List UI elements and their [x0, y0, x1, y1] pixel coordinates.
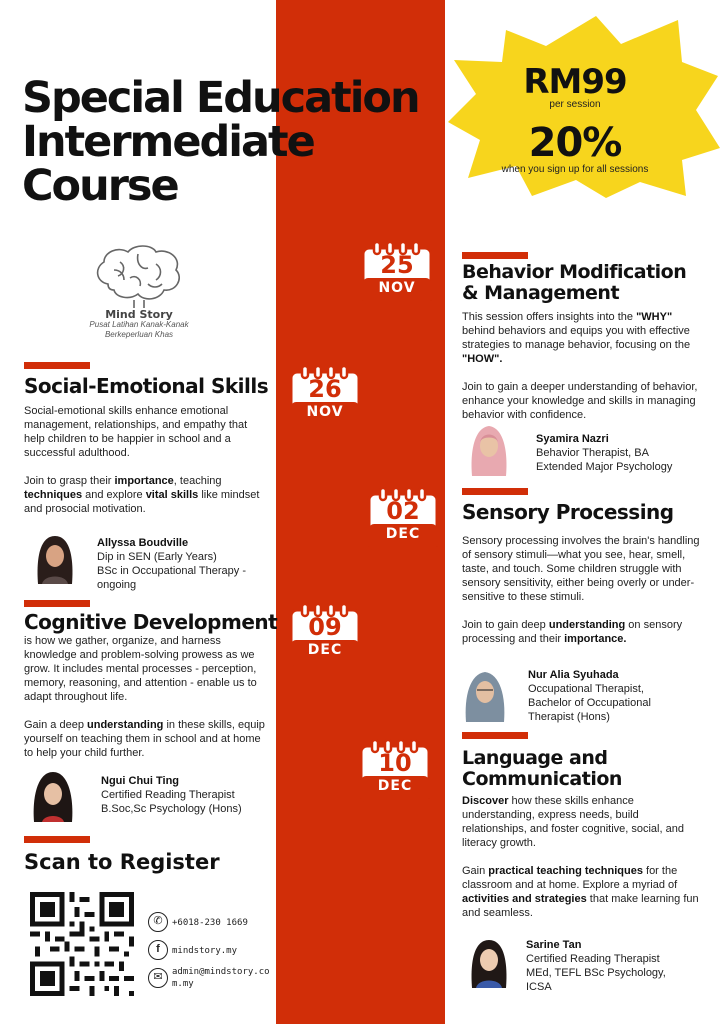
brand-sub-line-1: Pusat Latihan Kanak-Kanak: [89, 320, 189, 329]
speaker-credential: Dip in SEN (Early Years): [97, 551, 217, 563]
date-month: NOV: [306, 404, 344, 420]
date-day: 26: [308, 375, 342, 403]
email-line-1: admin@mindstory.co: [172, 967, 270, 977]
date-month: DEC: [377, 778, 413, 794]
text-run-bold: Discover: [462, 795, 509, 807]
speaker-name: Ngui Chui Ting: [101, 775, 180, 787]
sensory-para-1: Sensory processing involves the brain's handling of sensory stimuli—what you see, hear, smell, taste, and touch. Some children struggle with sensory sensitivity, either being overly or under-sensitive to these stimuli.: [462, 535, 700, 603]
text-run-bold: importance.: [564, 633, 627, 645]
text-run-bold: understanding: [87, 719, 164, 731]
qr-code-icon[interactable]: [30, 892, 134, 996]
speaker-credential: Occupational Therapist,: [528, 683, 644, 695]
behavior-title-line-2: & Management: [462, 282, 620, 304]
speaker-allyssa-avatar: [32, 530, 78, 584]
date-day: 25: [380, 251, 414, 279]
text-run: like mindset and prosocial motivation.: [24, 489, 260, 515]
text-run: Join to gain deep: [462, 619, 549, 631]
sensory-body: [462, 534, 702, 646]
price: RM99: [523, 62, 627, 102]
phone-number[interactable]: +6018-230 1669: [172, 918, 248, 928]
section-bar: [24, 836, 90, 843]
cognitive-para-1: is how we gather, organize, and harness knowledge and problem-solving prowess as we grow. It includes mental processes - perception, memory, reasoning, and attention - enable us to adapt throughout life.: [24, 635, 257, 703]
text-run-bold: techniques: [24, 489, 83, 501]
text-run: Join to grasp their: [24, 475, 115, 487]
social-title: Social-Emotional Skills: [24, 374, 269, 398]
section-bar: [24, 600, 90, 607]
speaker-credential: Certified Reading Therapist: [101, 789, 235, 801]
text-run: for the classroom and at home. Explore a myriad of: [462, 865, 678, 891]
behavior-title-line-1: Behavior Modification: [462, 261, 687, 283]
text-run: that make learning fun and seamless.: [462, 893, 699, 919]
behavior-para-1: [462, 310, 698, 366]
discount: 20%: [528, 120, 622, 166]
speaker-ngui-avatar: [30, 768, 76, 822]
speaker-syamira-avatar: [466, 422, 512, 476]
behavior-para-2: Join to gain a deeper understanding of behavior, enhance your knowledge and skills in managing behavior with confidence.: [462, 381, 698, 421]
cognitive-title: Cognitive Development: [24, 610, 278, 634]
price-sub: per session: [549, 99, 601, 110]
speaker-name: Nur Alia Syuhada: [528, 669, 619, 681]
social-para-1: Social-emotional skills enhance emotional management, relationships, and empathy that help children to be happier in school and a successful adulthood.: [24, 405, 248, 459]
speaker-credential: MEd, TEFL BSc Psychology,: [526, 967, 666, 979]
text-run-bold: "WHY": [636, 311, 673, 323]
speaker-credential: Certified Reading Therapist: [526, 953, 660, 965]
email-line-2: m.my: [172, 979, 194, 989]
brain-logo-icon: [90, 244, 186, 310]
text-run-bold: importance: [114, 475, 174, 487]
speaker-nur-alia: [528, 668, 651, 724]
brand-name: Mind Story: [105, 308, 173, 321]
text-run: Gain a deep: [24, 719, 87, 731]
title-line-3: Course: [22, 161, 178, 211]
language-para-1: [462, 794, 702, 850]
section-bar: [462, 252, 528, 259]
text-run-bold: practical teaching techniques: [488, 865, 643, 877]
text-run: behind behaviors and equips you with effective strategies to manage behavior, focusing on the: [462, 325, 691, 351]
date-day: 09: [308, 613, 342, 641]
date-month: NOV: [378, 280, 416, 296]
cognitive-body: [24, 634, 268, 760]
speaker-credential: Bachelor of Occupational: [528, 697, 651, 709]
scan-to-register-title: Scan to Register: [24, 850, 220, 874]
speaker-sarine: [526, 938, 666, 994]
discount-sub: when you sign up for all sessions: [501, 164, 649, 175]
cognitive-para-2: [24, 718, 268, 760]
date-26-nov-icon: [288, 364, 362, 430]
date-25-nov-icon: [360, 240, 434, 306]
speaker-name: Syamira Nazri: [536, 433, 609, 445]
text-run: This session offers insights into the: [462, 311, 637, 323]
facebook-icon[interactable]: f: [148, 940, 168, 960]
speaker-credential: B.Soc,Sc Psychology (Hons): [101, 803, 242, 815]
date-month: DEC: [307, 642, 343, 658]
language-body: [462, 794, 702, 920]
text-run: how these skills enhance understanding, express needs, build relationships, and foster cognitive, social, and literacy growth.: [462, 795, 684, 849]
text-run: Gain: [462, 865, 489, 877]
language-title-line-2: Communication: [462, 768, 622, 790]
brand-sub-line-2: Berkeperluan Khas: [104, 330, 174, 339]
section-bar: [462, 488, 528, 495]
speaker-credential: ongoing: [97, 579, 137, 591]
text-run-bold: vital skills: [145, 489, 199, 501]
phone-icon[interactable]: ✆: [148, 912, 168, 932]
sensory-title: Sensory Processing: [462, 500, 674, 524]
date-day: 10: [378, 749, 412, 777]
date-09-dec-icon: [288, 602, 362, 668]
title-line-1: Special Education: [22, 73, 419, 123]
date-02-dec-icon: [366, 486, 440, 552]
text-run-bold: activities and strategies: [462, 893, 587, 905]
text-run-bold: "HOW".: [462, 353, 503, 365]
speaker-name: Sarine Tan: [526, 939, 582, 951]
title-line-2: Intermediate: [22, 117, 314, 167]
language-para-2: [462, 864, 702, 920]
behavior-title: [462, 262, 712, 304]
language-title: [462, 748, 702, 790]
speaker-allyssa: [97, 536, 246, 592]
language-title-line-1: Language and: [462, 747, 608, 769]
brand-subtitle: [64, 320, 214, 340]
section-bar: [462, 732, 528, 739]
email-icon[interactable]: ✉: [148, 968, 168, 988]
speaker-ngui: [101, 774, 242, 816]
text-run: in these skills, equip yourself on teaching them in school and at home to help your child further.: [24, 719, 265, 759]
speaker-credential: Therapist (Hons): [528, 711, 610, 723]
date-month: DEC: [385, 526, 421, 542]
sensory-para-2: [462, 618, 702, 646]
date-day: 02: [386, 497, 420, 525]
text-run: and explore: [82, 489, 146, 501]
speaker-credential: BSc in Occupational Therapy -: [97, 565, 246, 577]
speaker-credential: ICSA: [526, 981, 552, 993]
email-address[interactable]: [172, 966, 270, 990]
speaker-syamira: [536, 432, 672, 474]
section-bar: [24, 362, 90, 369]
speaker-credential: Extended Major Psychology: [536, 461, 673, 473]
speaker-sarine-avatar: [466, 934, 512, 988]
text-run-bold: understanding: [548, 619, 626, 631]
facebook-handle[interactable]: mindstory.my: [172, 946, 238, 956]
speaker-nur-alia-avatar: [462, 668, 508, 722]
text-run: , teaching: [173, 475, 222, 487]
speaker-credential: Behavior Therapist, BA: [536, 447, 649, 459]
text-run: on sensory processing and their: [462, 619, 683, 645]
social-body: [24, 404, 270, 516]
social-para-2: [24, 474, 270, 516]
date-10-dec-icon: [358, 738, 432, 804]
behavior-body: [462, 310, 698, 422]
course-title: [22, 73, 462, 211]
speaker-name: Allyssa Boudville: [97, 537, 189, 549]
